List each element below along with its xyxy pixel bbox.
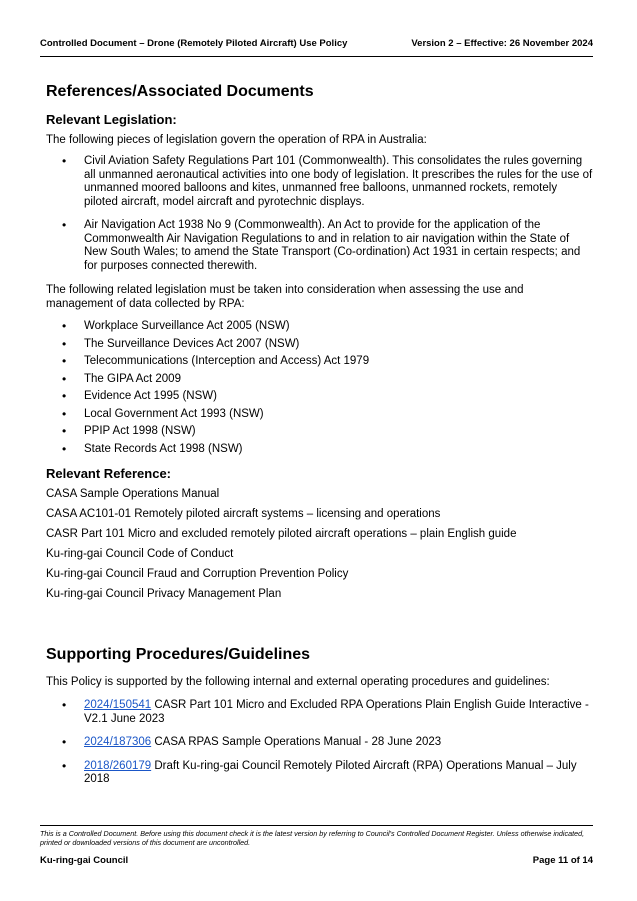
list-item: • 2024/187306 CASA RPAS Sample Operations Manual - 28 June 2023	[62, 735, 442, 749]
bullet-icon: •	[62, 354, 67, 368]
footer-organisation: Ku-ring-gai Council	[40, 855, 129, 866]
bullet-icon: •	[62, 336, 67, 351]
reference-item: Ku-ring-gai Council Privacy Management Plan	[46, 588, 282, 600]
list-item: • State Records Act 1998 (NSW)	[62, 441, 243, 456]
list-item: • Workplace Surveillance Act 2005 (NSW)	[62, 319, 290, 333]
list-item: • Telecommunications (Interception and Access) Act 1979	[62, 354, 370, 368]
reference-item: CASR Part 101 Micro and excluded remotely piloted aircraft operations – plain English guide	[46, 528, 517, 540]
list-item: • The Surveillance Devices Act 2007 (NSW)	[62, 336, 300, 351]
list-item: • Evidence Act 1995 (NSW)	[62, 389, 217, 403]
page-header	[40, 38, 593, 57]
bullet-icon: •	[62, 406, 67, 421]
supporting-intro: This Policy is supported by the following internal and external operating procedures and guidelines:	[46, 676, 550, 688]
bullet-icon: •	[62, 424, 67, 438]
legislation-intro: The following pieces of legislation govern the operation of RPA in Australia:	[46, 134, 427, 146]
heading-relevant-reference: Relevant Reference:	[46, 466, 171, 481]
document-link[interactable]: 2018/260179	[84, 759, 152, 772]
legislation-list	[46, 155, 593, 273]
list-item: • Civil Aviation Safety Regulations Part 101 (Commonwealth). This consolidates the rules governing all unmanned aeronautical activities into one body of legislation. It prescribes the rules for the use of unmanned moored balloons and kites, unmanned free balloons, unmanned rockets, remotely piloted aircraft, model aircraft and pyrotechnic displays.	[62, 154, 593, 208]
bullet-icon: •	[62, 758, 67, 773]
section-title-references: References/Associated Documents	[46, 83, 314, 100]
reference-item: CASA Sample Operations Manual	[46, 488, 220, 500]
reference-item: Ku-ring-gai Council Code of Conduct	[46, 548, 234, 560]
document-link[interactable]: 2024/187306	[84, 736, 152, 748]
supporting-procedures-list	[46, 699, 593, 787]
bullet-icon: •	[62, 389, 67, 403]
document-body	[46, 82, 593, 797]
header-version: Version 2 – Effective: 26 November 2024	[411, 38, 593, 49]
list-item: • 2018/260179 Draft Ku-ring-gai Council Remotely Piloted Aircraft (RPA) Operations Manual – July 2018	[62, 758, 577, 785]
list-item: • Air Navigation Act 1938 No 9 (Commonwealth). An Act to provide for the application of the Commonwealth Air Navigation Regulations to and in relation to air navigation within the State of New South Wales; to amend the State Transport (Co-ordination) Act 1931 in certain respects; and for purposes connected therewith.	[62, 218, 581, 272]
bullet-icon: •	[62, 735, 67, 749]
reference-item: CASA AC101-01 Remotely piloted aircraft systems – licensing and operations	[46, 508, 441, 520]
bullet-icon: •	[62, 154, 67, 168]
list-item: • Local Government Act 1993 (NSW)	[62, 406, 264, 421]
list-item: • 2024/150541 CASR Part 101 Micro and Excluded RPA Operations Plain English Guide Interactive - V2.1 June 2023	[62, 698, 589, 725]
list-item: • PPIP Act 1998 (NSW)	[62, 424, 196, 438]
bullet-icon: •	[62, 371, 67, 386]
related-legislation-list	[46, 320, 593, 456]
controlled-document-notice: This is a Controlled Document. Before using this document check it is the latest version by referring to Council’s Controlled Document Register. Unless otherwise indicated, printed or downloaded versions of this document are uncontrolled.	[40, 825, 593, 847]
page-number: Page 11 of 14	[532, 855, 593, 866]
bullet-icon: •	[62, 698, 67, 712]
page-footer	[40, 855, 593, 866]
related-legislation-intro: The following related legislation must be taken into consideration when assessing the use and management of data collected by RPA:	[46, 284, 524, 310]
document-link[interactable]: 2024/150541	[84, 699, 152, 711]
header-document-title: Controlled Document – Drone (Remotely Piloted Aircraft) Use Policy	[40, 38, 348, 49]
section-title-supporting-procedures: Supporting Procedures/Guidelines	[46, 646, 311, 663]
bullet-icon: •	[62, 441, 67, 456]
list-item: • The GIPA Act 2009	[62, 371, 181, 386]
bullet-icon: •	[62, 319, 67, 333]
heading-relevant-legislation: Relevant Legislation:	[46, 112, 177, 127]
reference-item: Ku-ring-gai Council Fraud and Corruption Prevention Policy	[46, 568, 349, 580]
bullet-icon: •	[62, 218, 67, 232]
